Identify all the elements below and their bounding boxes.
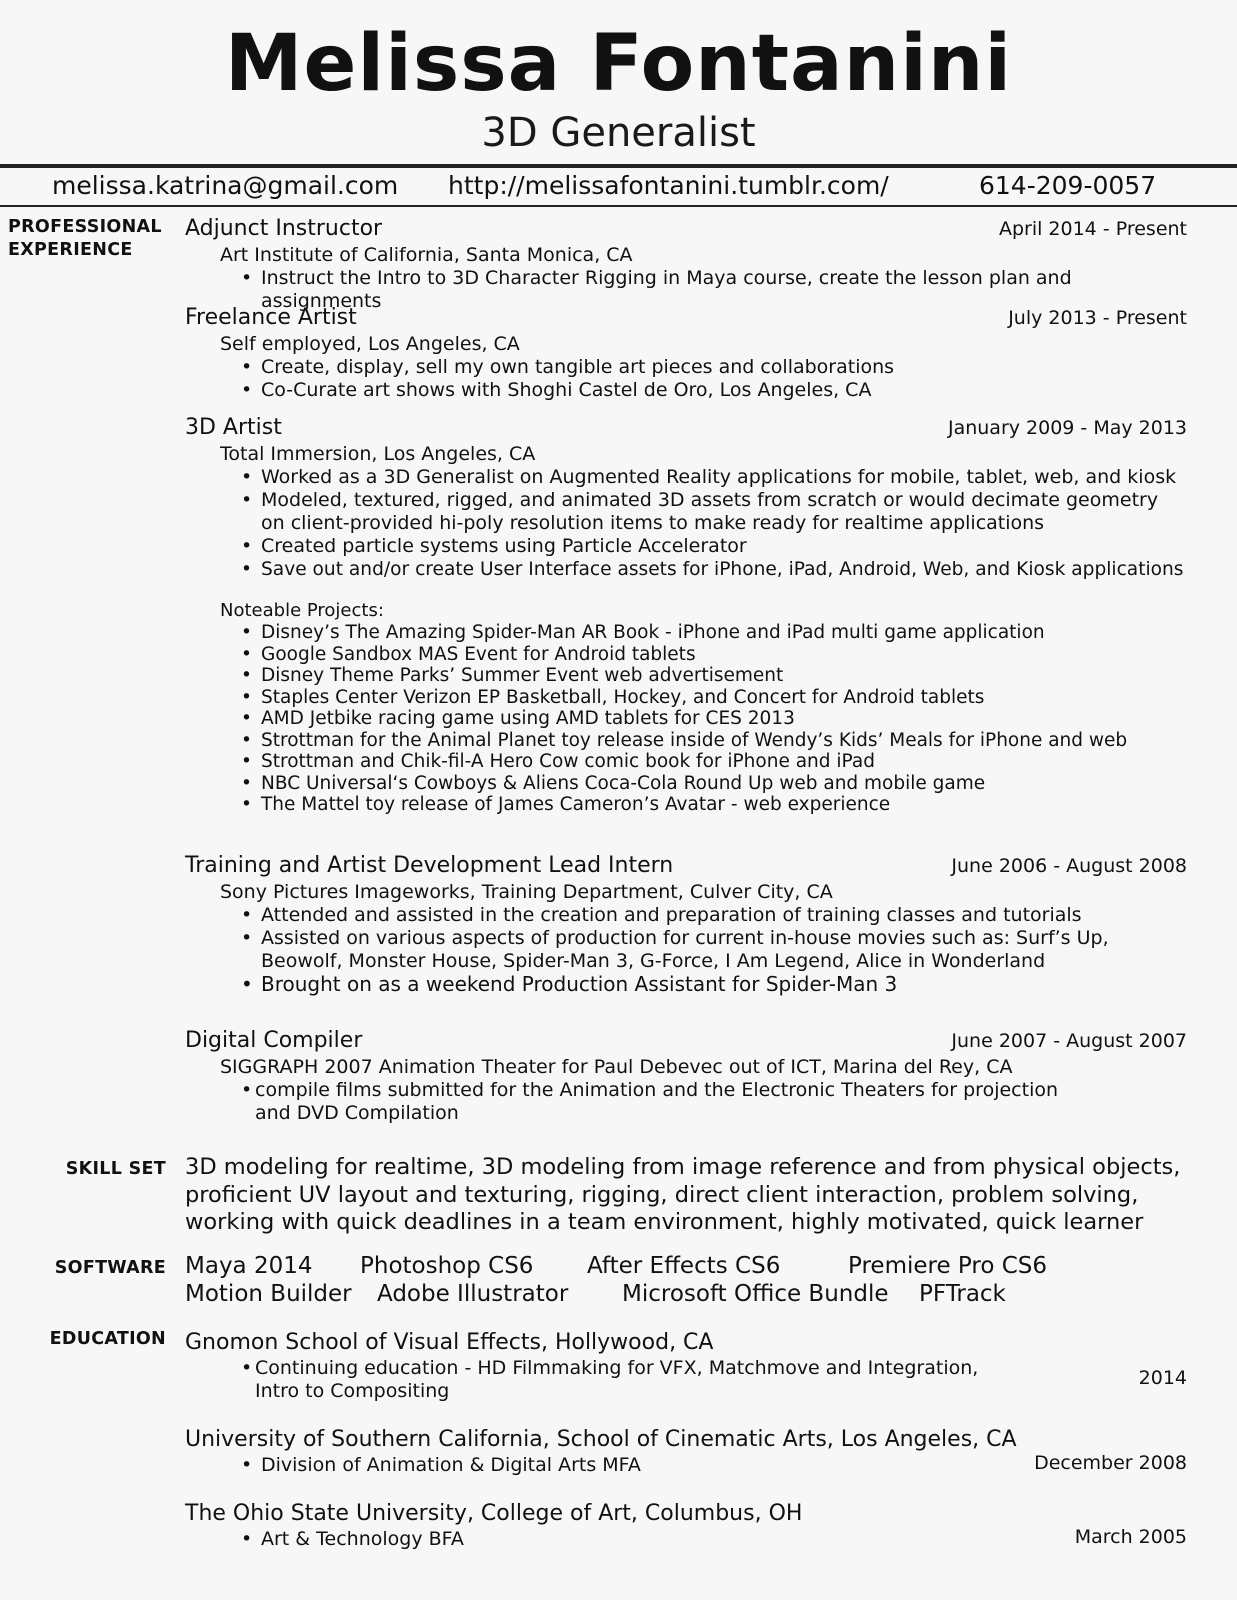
education-detail: • Division of Animation & Digital Arts MFA: [185, 1454, 1187, 1477]
education-detail: • Continuing education - HD Filmmaking for VFX, Matchmove and Integration, Intro to Compositing: [185, 1357, 1187, 1403]
education-entry: [185, 1329, 1187, 1403]
job-org: Total Immersion, Los Angeles, CA: [220, 443, 536, 465]
software-item: Premiere Pro CS6: [848, 1253, 1048, 1279]
project-item: • The Mattel toy release of James Cameron’s Avatar - web experience: [185, 794, 1187, 816]
education-entry: [185, 1426, 1187, 1477]
software-item: PFTrack: [919, 1281, 1006, 1307]
contact-bar: [0, 168, 1237, 204]
job-date: July 2013 - Present: [1008, 307, 1187, 329]
project-item: • Strottman for the Animal Planet toy release inside of Wendy’s Kids’ Meals for iPhone and web: [185, 730, 1187, 752]
project-item: • AMD Jetbike racing game using AMD tablets for CES 2013: [185, 708, 1187, 730]
skills-text: 3D modeling for realtime, 3D modeling from image reference and from physical objects, proficient UV layout and texturing, rigging, direct client interaction, problem solving, working with quick deadlines in a team environment, highly motivated, quick learner: [185, 1154, 1181, 1235]
education-date: March 2005: [1074, 1526, 1187, 1548]
section-label-skills: SKILL SET: [65, 1159, 166, 1179]
header-rule-bottom: [0, 205, 1237, 207]
job-title: Training and Artist Development Lead Intern: [185, 853, 674, 878]
job-bullet: • Co-Curate art shows with Shoghi Castel de Oro, Los Angeles, CA: [185, 379, 1187, 402]
job-org: Sony Pictures Imageworks, Training Department, Culver City, CA: [220, 881, 833, 903]
section-label-line: PROFESSIONAL: [8, 217, 162, 237]
project-item: • Google Sandbox MAS Event for Android tablets: [185, 644, 1187, 666]
job-bullet: • Modeled, textured, rigged, and animated 3D assets from scratch or would decimate geometry on client-provided hi-poly resolution items to make ready for realtime applications: [185, 489, 1187, 535]
software-list: [185, 1252, 1195, 1308]
education-entry: [185, 1500, 1187, 1551]
job-bullet: • Created particle systems using Particle Accelerator: [185, 535, 1187, 558]
section-label-education: EDUCATION: [49, 1329, 166, 1349]
job-org: Self employed, Los Angeles, CA: [220, 333, 520, 355]
resume-title: 3D Generalist: [481, 110, 756, 156]
job-bullet: • Brought on as a weekend Production Assistant for Spider-Man 3: [185, 973, 1187, 996]
school-name: The Ohio State University, College of Art, Columbus, OH: [185, 1501, 803, 1526]
section-label-line: EXPERIENCE: [8, 240, 133, 260]
education-detail: • Art & Technology BFA: [185, 1528, 1187, 1551]
project-item: • Staples Center Verizon EP Basketball, Hockey, and Concert for Android tablets: [185, 687, 1187, 709]
school-name: University of Southern California, School of Cinematic Arts, Los Angeles, CA: [185, 1427, 1017, 1452]
education-date: 2014: [1138, 1367, 1187, 1389]
website-link[interactable]: http://melissafontanini.tumblr.com/: [448, 171, 889, 200]
software-item: Maya 2014: [185, 1253, 313, 1279]
job-title: Adjunct Instructor: [185, 216, 383, 241]
job-bullet: • Save out and/or create User Interface assets for iPhone, iPad, Android, Web, and Kiosk applications: [185, 558, 1197, 581]
job-date: January 2009 - May 2013: [947, 417, 1187, 439]
section-label-software: SOFTWARE: [54, 1258, 166, 1278]
software-item: Microsoft Office Bundle: [622, 1281, 889, 1307]
job-bullet: • Attended and assisted in the creation and preparation of training classes and tutorials: [185, 904, 1187, 927]
job-bullet: • Create, display, sell my own tangible art pieces and collaborations: [185, 356, 1187, 379]
job-date: April 2014 - Present: [998, 218, 1187, 240]
education-date: December 2008: [1034, 1452, 1187, 1474]
job-entry: [185, 214, 1187, 313]
job-bullet: • compile films submitted for the Animation and the Electronic Theaters for projection and DVD Compilation: [185, 1079, 1187, 1125]
software-item: Photoshop CS6: [360, 1253, 534, 1279]
resume-name: Melissa Fontanini: [224, 19, 1013, 109]
software-item: Adobe Illustrator: [377, 1281, 569, 1307]
job-entry: [185, 1026, 1187, 1125]
job-bullet: • Worked as a 3D Generalist on Augmented Reality applications for mobile, tablet, web, and kiosk: [185, 466, 1187, 489]
job-date: June 2006 - August 2008: [951, 855, 1187, 877]
job-org: Art Institute of California, Santa Monica, CA: [220, 244, 633, 266]
job-org: SIGGRAPH 2007 Animation Theater for Paul Debevec out of ICT, Marina del Rey, CA: [220, 1056, 1013, 1078]
project-item: • Disney’s The Amazing Spider-Man AR Book - iPhone and iPad multi game application: [185, 622, 1187, 644]
phone-number: 614-209-0057: [979, 171, 1157, 200]
projects-label: Noteable Projects:: [220, 600, 384, 621]
project-item: • Disney Theme Parks’ Summer Event web advertisement: [185, 665, 1187, 687]
job-title: Freelance Artist: [185, 305, 357, 330]
job-bullet: • Assisted on various aspects of production for current in-house movies such as: Surf’s Up, Beowolf, Monster House, Spider-Man 3, G-Force, I Am Legend, Alice in Wonderland: [185, 927, 1187, 973]
school-name: Gnomon School of Visual Effects, Hollywood, CA: [185, 1330, 714, 1355]
job-bullet: • Instruct the Intro to 3D Character Rigging in Maya course, create the lesson plan and assignments: [185, 267, 1187, 313]
job-date: June 2007 - August 2007: [951, 1030, 1187, 1052]
job-entry: [185, 303, 1187, 402]
section-label-experience: [8, 216, 166, 262]
job-title: 3D Artist: [185, 415, 282, 440]
job-entry: [185, 413, 1187, 816]
job-entry: [185, 851, 1187, 996]
software-item: After Effects CS6: [587, 1253, 781, 1279]
project-item: • Strottman and Chik-fil-A Hero Cow comic book for iPhone and iPad: [185, 751, 1187, 773]
software-item: Motion Builder: [185, 1281, 352, 1307]
job-title: Digital Compiler: [185, 1028, 363, 1053]
email-link[interactable]: melissa.katrina@gmail.com: [52, 171, 399, 200]
project-item: • NBC Universal‘s Cowboys & Aliens Coca-Cola Round Up web and mobile game: [185, 773, 1187, 795]
